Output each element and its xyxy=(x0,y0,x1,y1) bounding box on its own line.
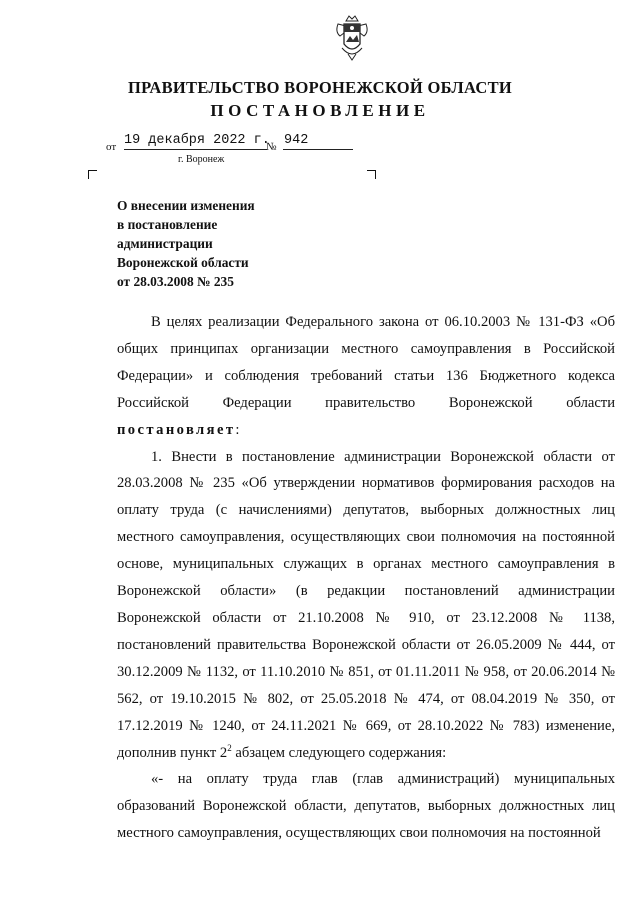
document-subject xyxy=(117,196,367,291)
subject-line: Воронежской области xyxy=(117,255,249,270)
issue-city: г. Воронеж xyxy=(178,154,225,165)
preamble-text: В целях реализации Федерального закона от 06.10.2003 № 131-ФЗ «Об общих принципах организации местного самоуправления в Российской Федерации» и соблюдения требований статьи 136 Бюджетного кодекса Российской Федерации правительство Воронежской области xyxy=(117,314,615,411)
preamble-paragraph xyxy=(117,309,615,417)
item-1-superscript: 2 xyxy=(227,742,232,753)
date-underline xyxy=(124,149,267,150)
document-body xyxy=(117,309,615,847)
item-1-text: 1. Внести в постановление администрации Воронежской области от 28.03.2008 № 235 «Об утверждении нормативов формирования расходов на оплату труда (с начислениями) депутатов, выборных должностных лиц местного самоуправления, осуществляющих свои полномочия на постоянной основе, муниципальных служащих в органах местного самоуправления в Воронежской области» (в редакции постановлений администрации Воронежской области от 21.10.2008 № 910, от 23.12.2008 № 1138, постановлений правительства Воронежской области от 26.05.2009 № 444, от 30.12.2009 № 1132, от 11.10.2010 № 851, от 01.11.2011 № 958, от 20.06.2014 № 562, от 19.10.2015 № 802, от 25.05.2018 № 474, от 08.04.2019 № 350, от 17.12.2019 № 1240, от 24.11.2021 № 669, от 28.10.2022 № 783) изменение, дополнив пункт 2 xyxy=(117,448,615,761)
resolves-colon: : xyxy=(235,421,240,438)
number-underline xyxy=(283,149,353,150)
corner-mark-left xyxy=(88,170,97,179)
date-prefix: от xyxy=(106,141,117,153)
document-number: 942 xyxy=(284,133,309,148)
government-title: ПРАВИТЕЛЬСТВО ВОРОНЕЖСКОЙ ОБЛАСТИ xyxy=(127,78,513,97)
item-1-tail: абзацем следующего содержания: xyxy=(231,744,447,761)
resolves-paragraph xyxy=(117,417,615,444)
resolves-word: постановляет xyxy=(117,421,236,438)
quote-paragraph xyxy=(117,766,615,847)
corner-mark-right xyxy=(367,170,376,179)
coat-of-arms-emblem xyxy=(333,14,371,62)
subject-line: от 28.03.2008 № 235 xyxy=(117,274,234,289)
subject-line: в постановление xyxy=(117,217,218,232)
date-number-line xyxy=(106,133,366,153)
subject-line: О внесении изменения xyxy=(117,198,255,213)
document-date: 19 декабря 2022 г. xyxy=(124,133,270,148)
subject-line: администрации xyxy=(117,236,213,251)
quote-text: «- на оплату труда глав (глав администраций) муниципальных образований Воронежской области, депутатов, выборных должностных лиц местного самоуправления, осуществляющих свои полномочия на постоянной xyxy=(117,771,615,842)
number-label: № xyxy=(266,141,277,153)
item-1-paragraph xyxy=(117,444,615,767)
document-type: ПОСТАНОВЛЕНИЕ xyxy=(210,101,430,120)
